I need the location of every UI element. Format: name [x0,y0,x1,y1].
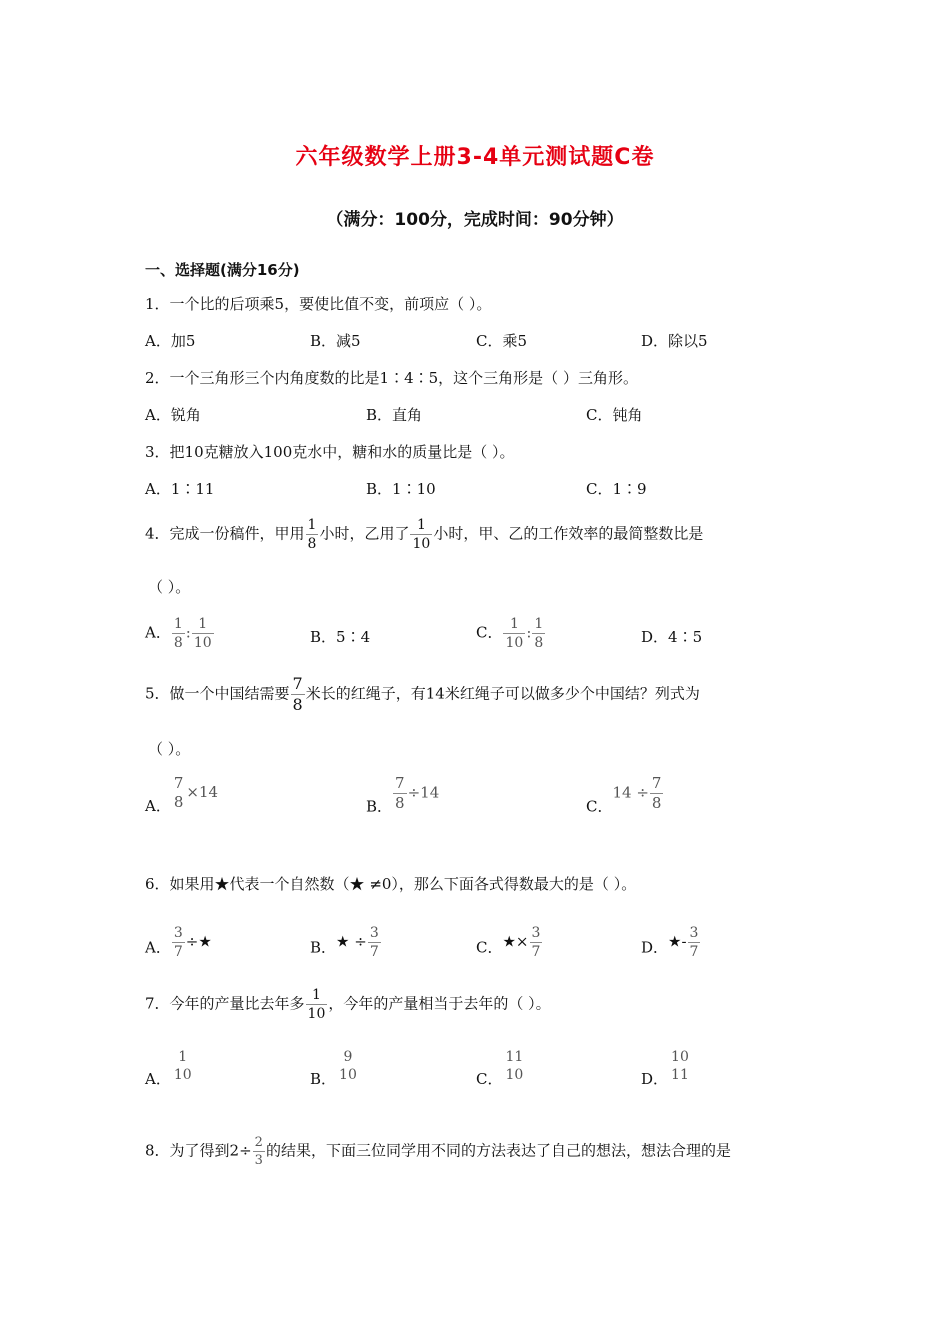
q7-option-b[interactable]: B． 9 10 [310,1049,357,1088]
q3-option-c[interactable]: C．1∶9 [586,480,647,498]
q2-option-b[interactable]: B．直角 [366,406,423,424]
q4-option-d[interactable]: D．4∶5 [641,628,703,646]
q4-fraction-1: $\frac{1}{8}$ [307,517,317,552]
q4-blank: （ ）。 [148,578,191,596]
question-3: 3．把10克糖放入100克水中，糖和水的质量比是（ ）。 [145,443,515,461]
q5-blank: （ ）。 [148,740,191,758]
q7-option-d[interactable]: D． 10 11 [641,1049,689,1088]
q6-option-a[interactable]: A． $\frac{3}{7}$ ÷★ [145,925,212,960]
q3-option-a[interactable]: A．1∶11 [145,480,215,498]
q7-option-c[interactable]: C． 11 10 [476,1049,524,1088]
page-title: 六年级数学上册3-4单元测试题C卷 [295,145,655,170]
question-6: 6．如果用★代表一个自然数（★ ≠0），那么下面各式得数最大的是（ ）。 [145,875,637,893]
question-4 [145,518,703,551]
q4-text-2: 小时，乙用了 [319,524,410,543]
q1-option-b[interactable]: B．减5 [310,332,361,350]
q4-option-b[interactable]: B．5∶4 [310,628,371,646]
q3-option-b[interactable]: B．1∶10 [366,480,436,498]
q1-option-a[interactable]: A．加5 [145,332,196,350]
q6-option-c[interactable]: C．★× $\frac{3}{7}$ [476,925,541,960]
q1-option-d[interactable]: D．除以5 [641,332,708,350]
question-1: 1．一个比的后项乘5，要使比值不变，前项应（ ）。 [145,295,492,313]
question-5: 5．做一个中国结需要 $\frac{7}{8}$ 米长的红绳子，有14米红绳子可以做多少个中国结？列式为 [145,674,700,714]
question-7: 7．今年的产量比去年多 $\frac{1}{10}$ ，今年的产量相当于去年的（ ）。 [145,987,551,1022]
q2-option-c[interactable]: C．钝角 [586,406,643,424]
q4-option-c[interactable]: C． $\frac{1}{10}$ : $\frac{1}{8}$ [476,616,544,651]
q6-option-b[interactable]: B．★ ÷ $\frac{3}{7}$ [310,925,379,960]
q6-option-d[interactable]: D．★- $\frac{3}{7}$ [641,925,699,960]
q1-option-c[interactable]: C．乘5 [476,332,528,350]
q2-option-a[interactable]: A．锐角 [145,406,201,424]
q5-option-c[interactable]: C．14 ÷ $\frac{7}{8}$ [586,774,662,816]
q4-text-3: 小时，甲、乙的工作效率的最简整数比是 [433,524,704,543]
exam-info: （满分：100分，完成时间：90分钟） [326,210,624,230]
q5-option-b[interactable]: B． $\frac{7}{8}$ ÷14 [366,774,440,816]
q4-option-a[interactable]: A． $\frac{1}{8}$ : $\frac{1}{10}$ [145,616,212,651]
question-8: 8．为了得到2÷ $\frac{2}{3}$ 的结果，下面三位同学用不同的方法表达了自己的想法，想法合理的是 [145,1135,731,1168]
q4-text-1: 4．完成一份稿件，甲用 [145,524,305,543]
question-2: 2．一个三角形三个内角度数的比是1∶4∶5，这个三角形是（ ）三角形。 [145,369,638,387]
q7-option-a[interactable]: A． 1 10 [145,1049,192,1088]
section-heading-choice: 一、选择题(满分16分) [145,261,300,279]
q5-option-a[interactable]: A． 7 8 ×14 [145,774,219,815]
q4-fraction-2: $\frac{1}{10}$ [412,517,431,552]
